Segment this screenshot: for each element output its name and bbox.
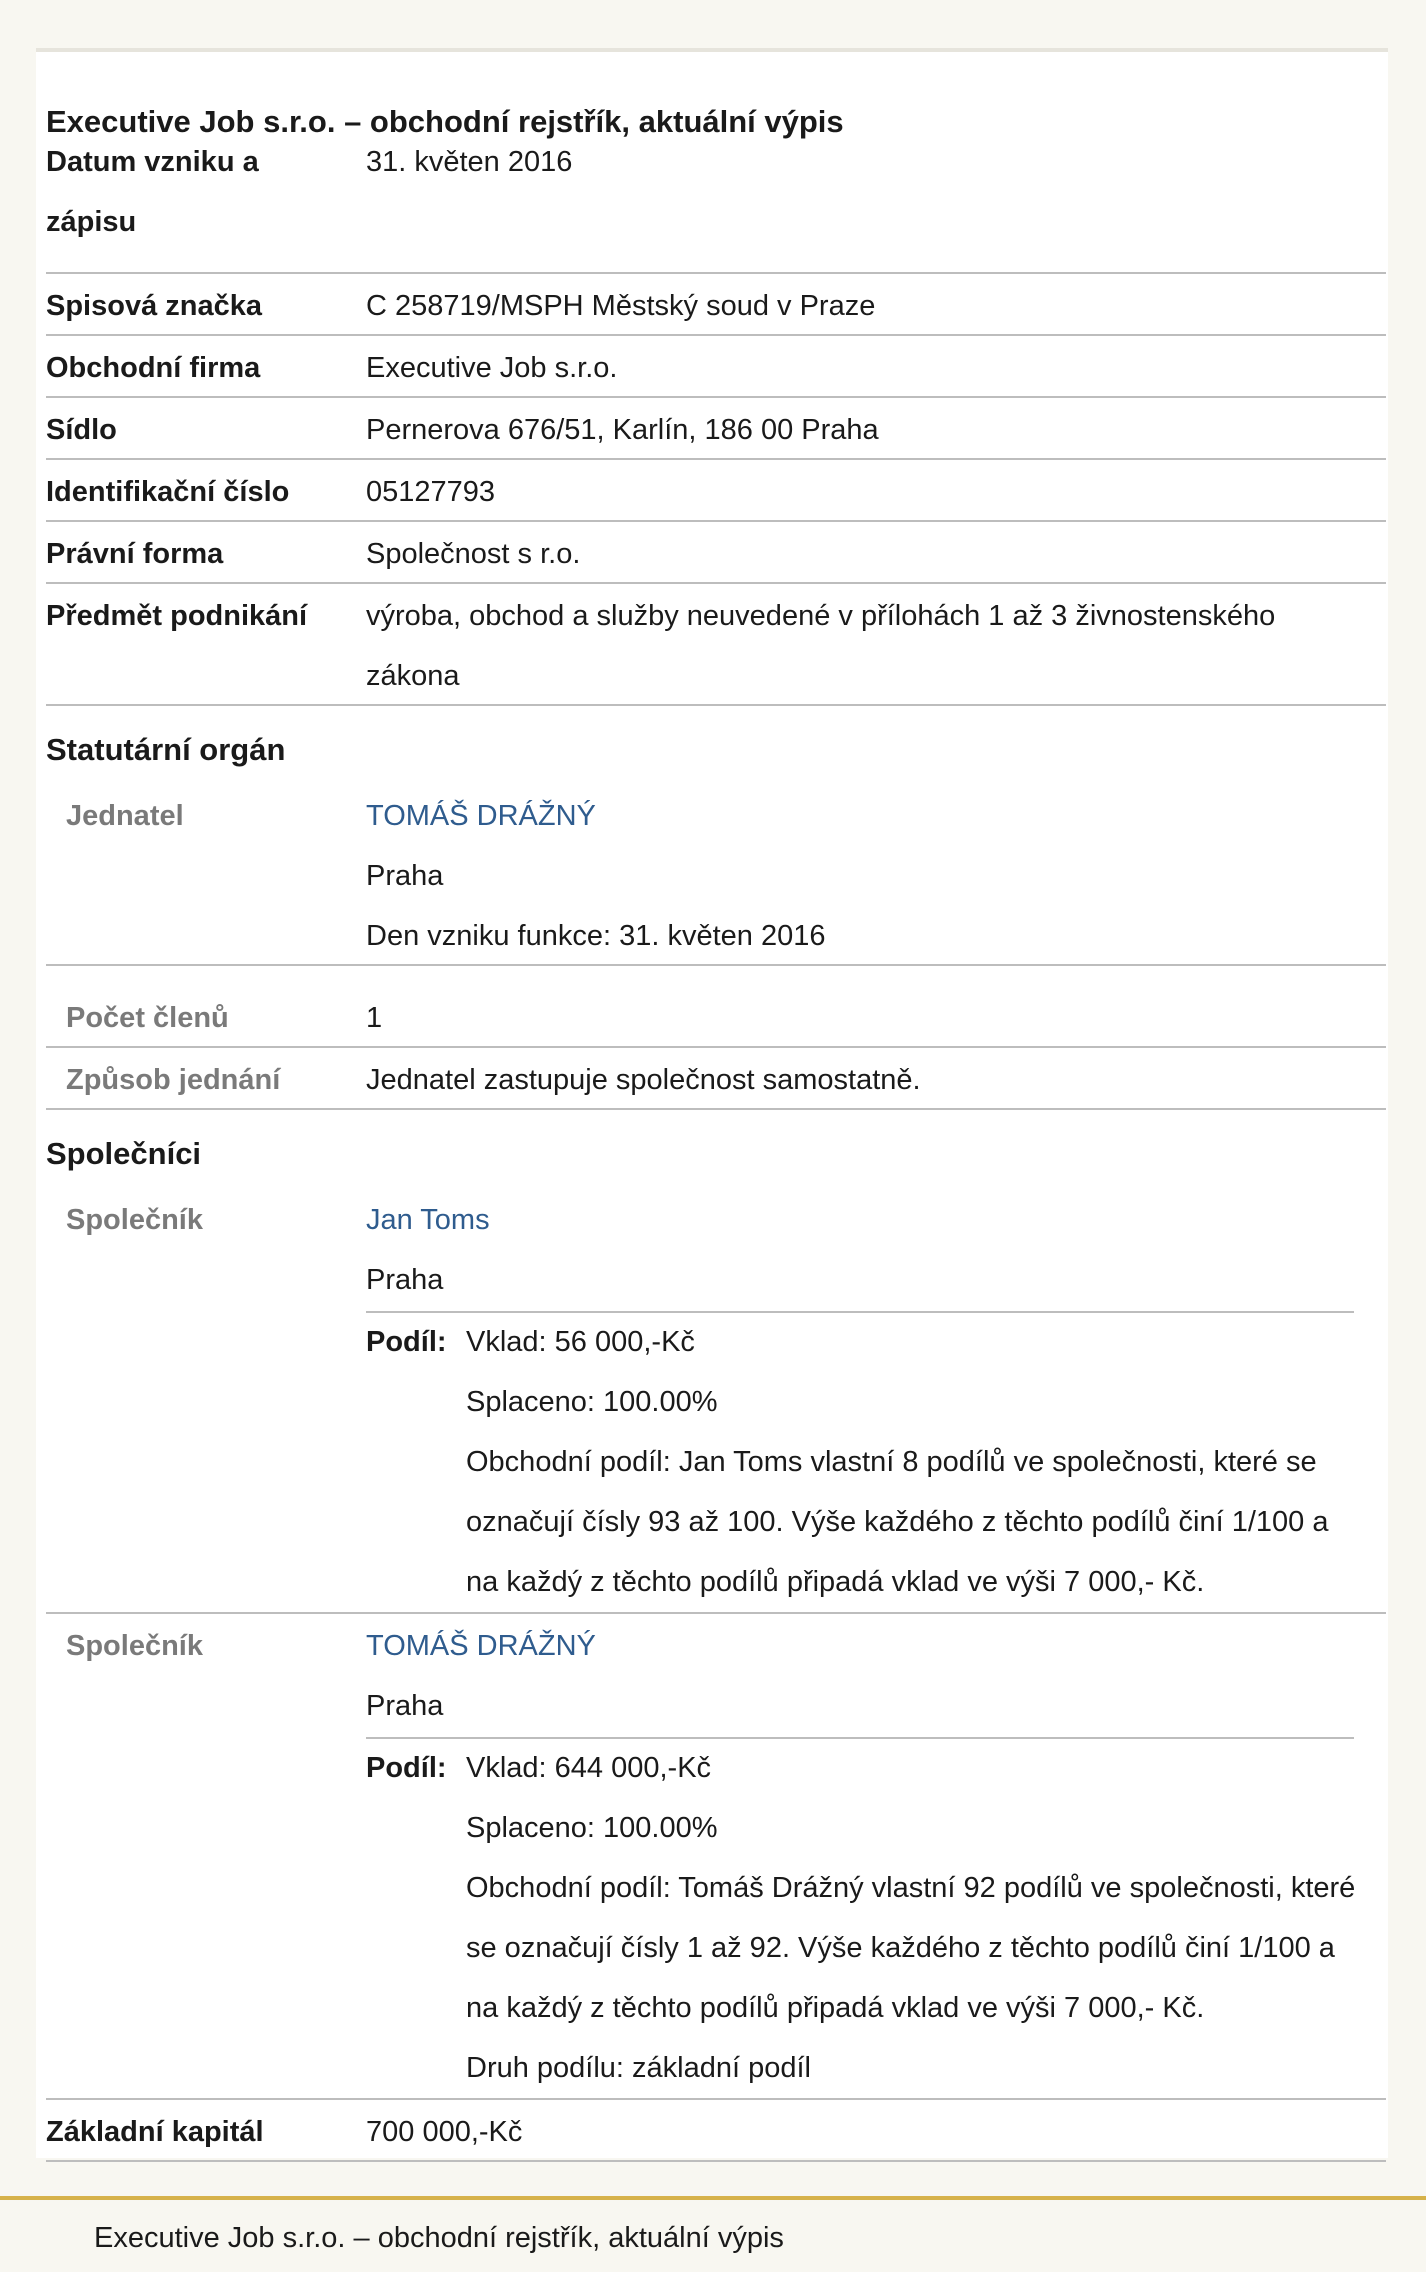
share-details — [466, 1312, 1356, 1612]
row-value — [366, 786, 1356, 966]
row-spolecnik-1 — [46, 1190, 1386, 1614]
share-label: Podíl: — [366, 1326, 447, 1358]
row-value: Executive Job s.r.o. — [366, 352, 618, 384]
person-link[interactable]: Jan Toms — [366, 1204, 490, 1236]
row-label: Právní forma — [46, 538, 224, 570]
person-city: Praha — [366, 1264, 444, 1296]
share-deposit: Vklad: 644 000,-Kč — [466, 1752, 712, 1784]
page-footer — [0, 2196, 1426, 2272]
section-statutory-heading: Statutární orgán — [46, 732, 286, 767]
share-kind: Druh podílu: základní podíl — [466, 2052, 811, 2084]
person-city: Praha — [366, 1690, 444, 1722]
row-label: Předmět podnikání — [46, 600, 308, 632]
registry-card — [36, 48, 1388, 2158]
share-deposit: Vklad: 56 000,-Kč — [466, 1326, 695, 1358]
section-partners-heading: Společníci — [46, 1136, 202, 1171]
row-label: Identifikační číslo — [46, 476, 290, 508]
row-label: Základní kapitál — [46, 2116, 264, 2148]
row-value: 1 — [366, 1002, 383, 1034]
row-label: Počet členů — [66, 1002, 229, 1034]
row-value: Společnost s r.o. — [366, 538, 581, 570]
row-value: výroba, obchod a služby neuvedené v přílohách 1 až 3 živnostenského zákona — [366, 600, 1276, 692]
row-label: Jednatel — [66, 800, 184, 832]
row-datum-vzniku — [46, 132, 1386, 274]
row-value: Jednatel zastupuje společnost samostatně. — [366, 1064, 921, 1096]
row-label: Společník — [66, 1630, 203, 1662]
function-since: Den vzniku funkce: 31. květen 2016 — [366, 920, 826, 952]
page-title: Executive Job s.r.o. – obchodní rejstřík, aktuální výpis — [46, 104, 844, 139]
row-jednatel — [46, 786, 1386, 966]
share-text: Obchodní podíl: Tomáš Drážný vlastní 92 podílů ve společnosti, které se označují čísly 1 až 92. Výše každého z těchto podílů činí 1/100 a na každý z těchto podílů připadá vklad ve výši 7 000,- Kč. — [466, 1872, 1356, 2024]
row-label: Datum vzniku a zápisu — [46, 146, 259, 238]
row-pravni-forma — [46, 524, 1386, 584]
row-spisova-znacka — [46, 276, 1386, 336]
row-label: Sídlo — [46, 414, 117, 446]
person-city: Praha — [366, 860, 444, 892]
row-ico — [46, 462, 1386, 522]
share-text: Obchodní podíl: Jan Toms vlastní 8 podílů ve společnosti, které se označují čísly 93 až 100. Výše každého z těchto podílů činí 1/100 a na každý z těchto podílů připadá vklad ve výši 7 000,- Kč. — [466, 1446, 1329, 1598]
row-label: Obchodní firma — [46, 352, 261, 384]
row-label: Způsob jednání — [66, 1064, 281, 1096]
share-details — [466, 1738, 1356, 2098]
row-sidlo — [46, 400, 1386, 460]
row-value: C 258719/MSPH Městský soud v Praze — [366, 290, 876, 322]
row-label: Společník — [66, 1204, 203, 1236]
row-spolecnik-2 — [46, 1616, 1386, 2100]
row-obchodni-firma — [46, 338, 1386, 398]
row-value: 05127793 — [366, 476, 496, 508]
row-pocet-clenu — [46, 988, 1386, 1048]
footer-text: Executive Job s.r.o. – obchodní rejstřík, aktuální výpis — [94, 2222, 784, 2254]
row-value: 31. květen 2016 — [366, 146, 573, 178]
person-link[interactable]: TOMÁŠ DRÁŽNÝ — [366, 800, 596, 832]
person-link[interactable]: TOMÁŠ DRÁŽNÝ — [366, 1630, 596, 1662]
row-value — [366, 1616, 1356, 1736]
share-paid: Splaceno: 100.00% — [466, 1386, 718, 1418]
row-value: 700 000,-Kč — [366, 2116, 523, 2148]
share-paid: Splaceno: 100.00% — [466, 1812, 718, 1844]
row-label: Spisová značka — [46, 290, 262, 322]
row-zakladni-kapital — [46, 2102, 1386, 2162]
row-value — [366, 1190, 1356, 1310]
row-predmet-podnikani — [46, 586, 1386, 706]
row-value: Pernerova 676/51, Karlín, 186 00 Praha — [366, 414, 879, 446]
share-label: Podíl: — [366, 1752, 447, 1784]
row-zpusob-jednani — [46, 1050, 1386, 1110]
